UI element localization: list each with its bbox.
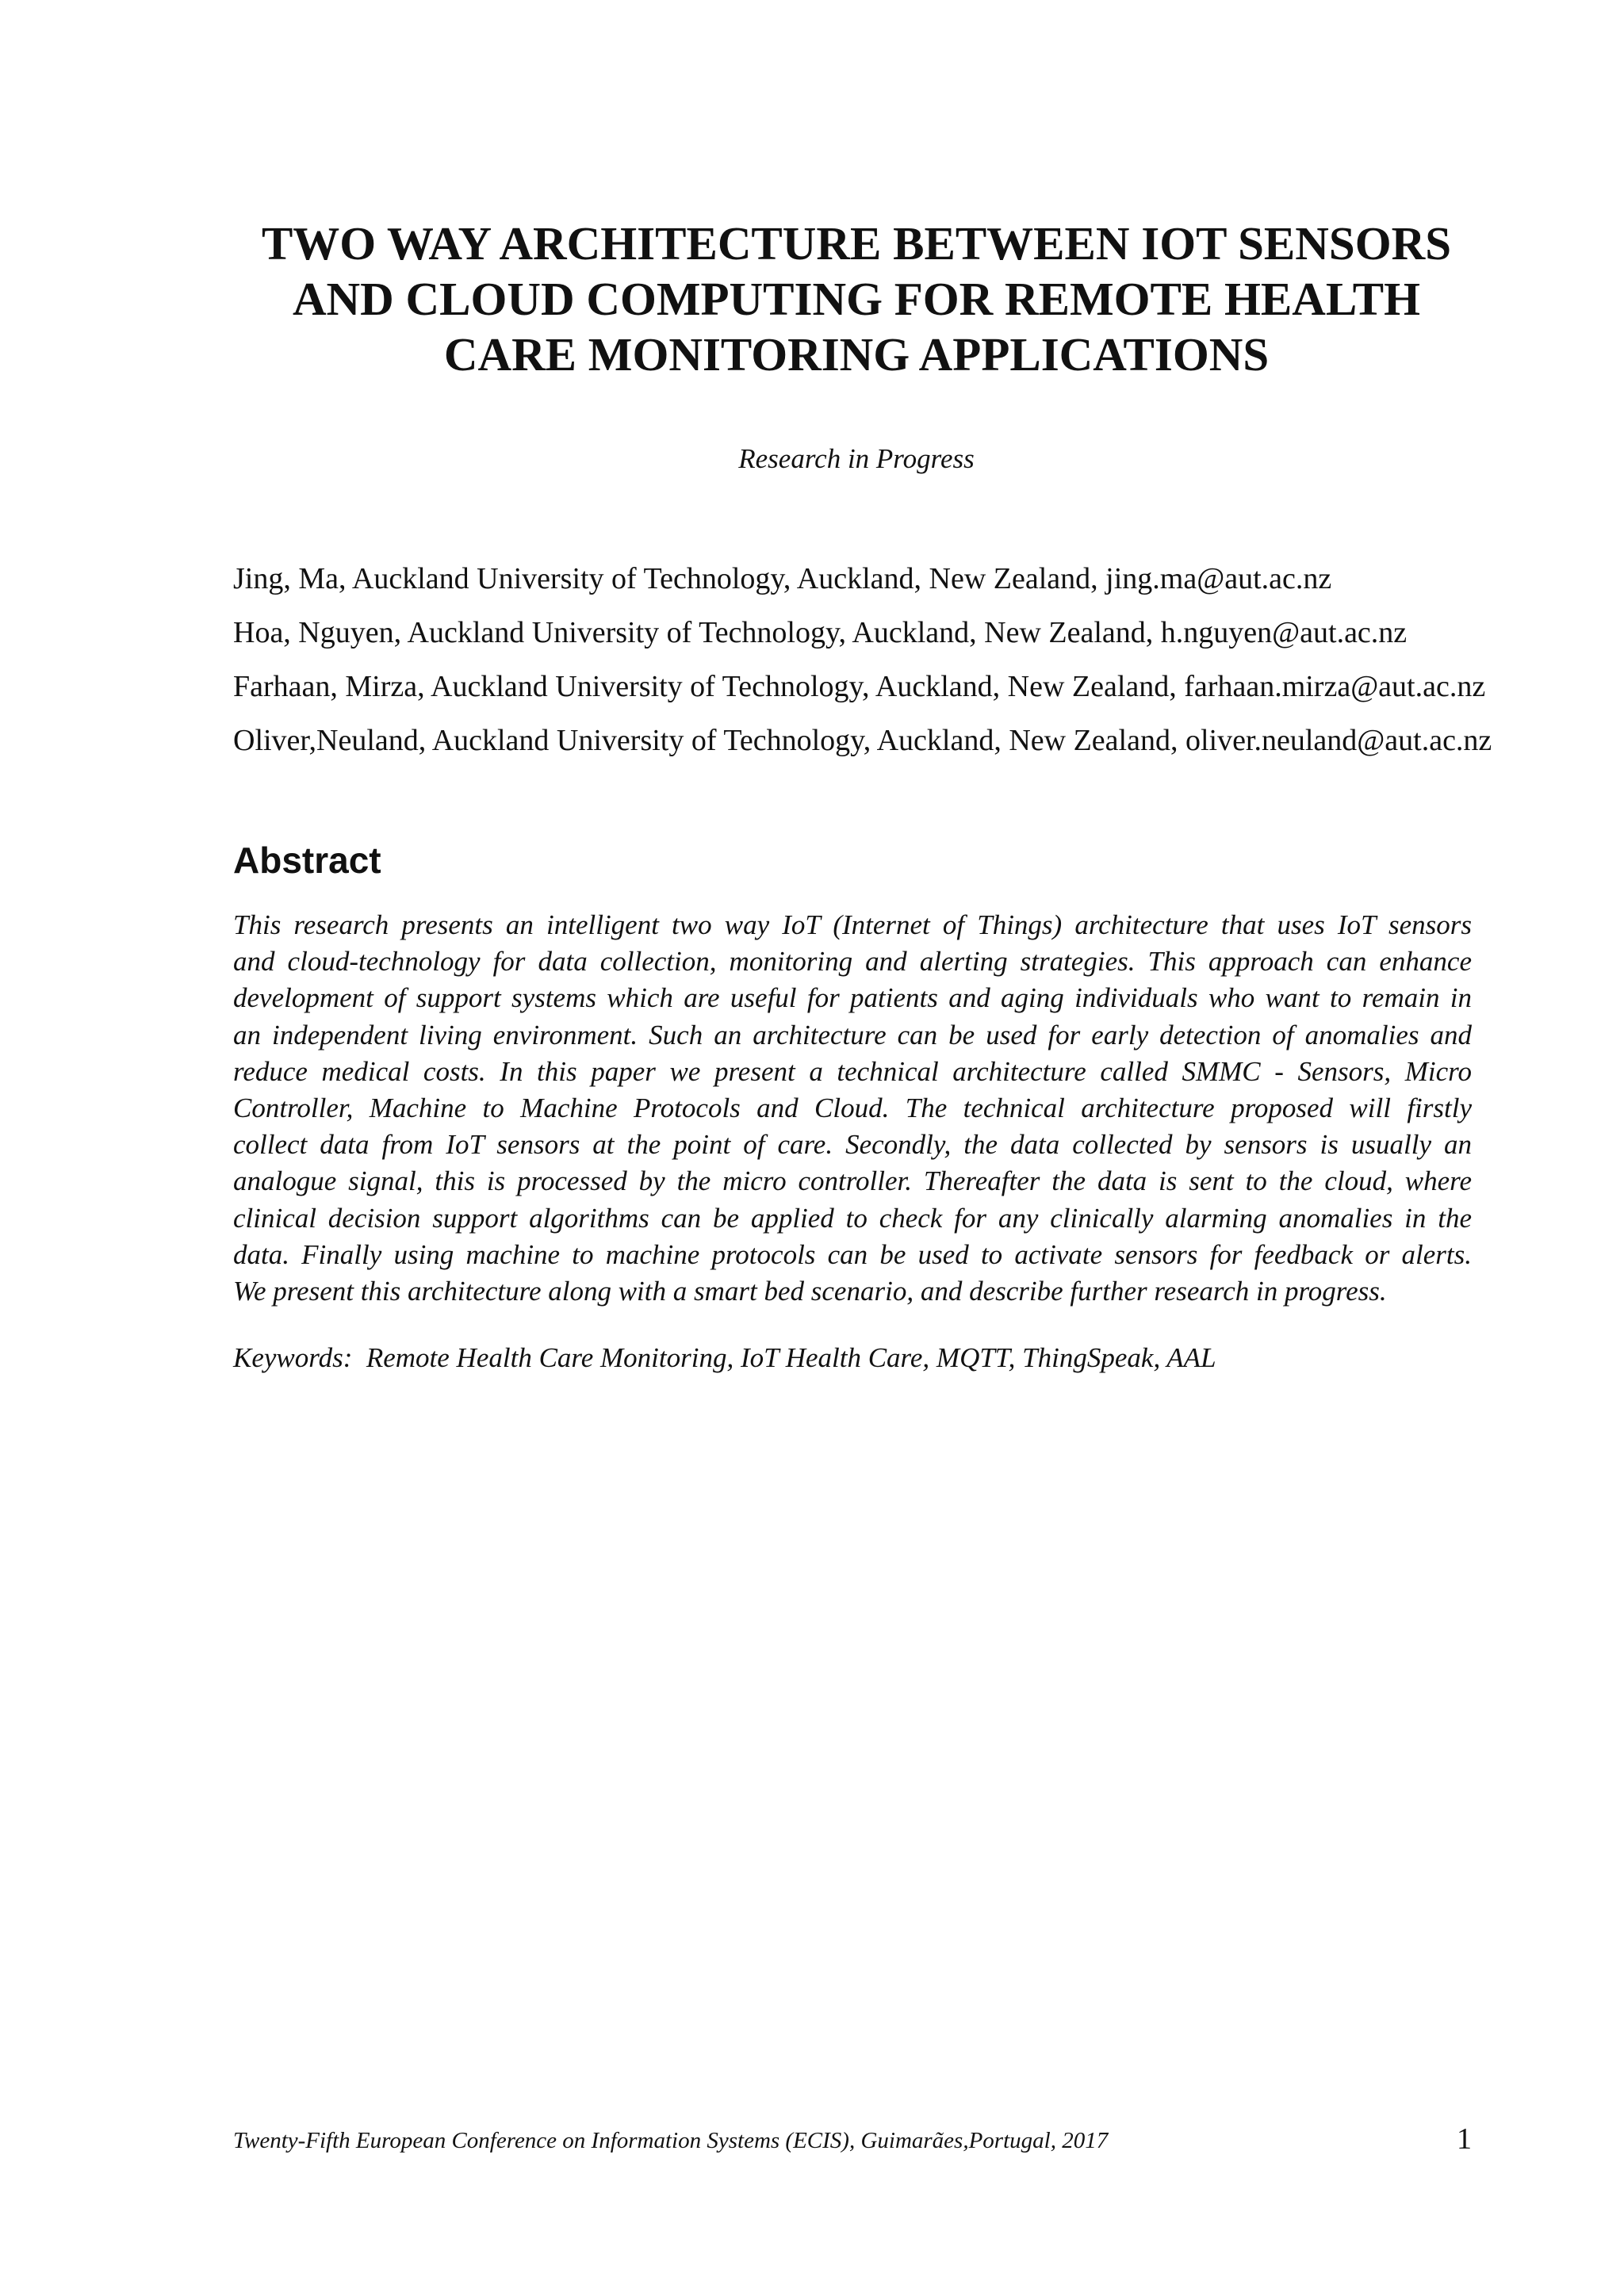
title-line: AND CLOUD COMPUTING FOR REMOTE HEALTH [292, 273, 1421, 325]
title-line: TWO WAY ARCHITECTURE BETWEEN IOT SENSORS [261, 217, 1452, 270]
author-entry: Hoa, Nguyen, Auckland University of Technology, Auckland, New Zealand, h.nguyen@aut.ac.nz [233, 616, 1408, 649]
abstract-line: an independent living environment. Such an architecture can be used for early detection of anomalies and [233, 1019, 1472, 1050]
abstract-line: reduce medical costs. In this paper we present a technical architecture called SMMC - Sensors, Micro [233, 1055, 1472, 1087]
paper-title [190, 216, 1522, 382]
abstract-line: analogue signal, this is processed by the micro controller. Thereafter the data is sent to the cloud, where [233, 1165, 1472, 1197]
title-line: CARE MONITORING APPLICATIONS [443, 328, 1270, 381]
keywords-list: Remote Health Care Monitoring, IoT Health Care, MQTT, ThingSpeak, AAL [366, 1342, 1216, 1373]
author-entry: Jing, Ma, Auckland University of Technology, Auckland, New Zealand, jing.ma@aut.ac.nz [233, 562, 1332, 595]
author-entry: Oliver,Neuland, Auckland University of Technology, Auckland, New Zealand, oliver.neuland@aut.ac.nz [233, 724, 1492, 757]
author-list [233, 552, 1597, 767]
conference-footer: Twenty-Fifth European Conference on Information Systems (ECIS), Guimarães,Portugal, 2017 [233, 2128, 1109, 2153]
abstract-line: We present this architecture along with a smart bed scenario, and describe further research in progress. [233, 1276, 1387, 1307]
abstract-line: clinical decision support algorithms can be applied to check for any clinically alarming anomalies in the [233, 1202, 1472, 1234]
keywords [233, 1340, 1472, 1376]
abstract-line: collect data from IoT sensors at the point of care. Secondly, the data collected by sensors is usually an [233, 1129, 1472, 1161]
keywords-label: Keywords: [233, 1342, 353, 1373]
author-entry: Farhaan, Mirza, Auckland University of Technology, Auckland, New Zealand, farhaan.mirza@aut.ac.nz [233, 670, 1486, 703]
abstract-line: data. Finally using machine to machine protocols can be used to activate sensors for feedback or alerts. [233, 1238, 1472, 1270]
abstract-heading: Abstract [233, 840, 381, 881]
page-footer [233, 2122, 1472, 2156]
abstract-body [233, 907, 1472, 1310]
abstract-line: development of support systems which are useful for patients and aging individuals who want to remain in [233, 982, 1472, 1014]
abstract-line: and cloud-technology for data collection, monitoring and alerting strategies. This approach can enhance [233, 946, 1472, 978]
paper-subtitle: Research in Progress [738, 443, 975, 474]
page-number: 1 [1457, 2122, 1472, 2156]
abstract-line: This research presents an intelligent two way IoT (Internet of Things) architecture that uses IoT sensors [233, 909, 1472, 940]
abstract-line: Controller, Machine to Machine Protocols and Cloud. The technical architecture proposed will firstly [233, 1093, 1472, 1124]
